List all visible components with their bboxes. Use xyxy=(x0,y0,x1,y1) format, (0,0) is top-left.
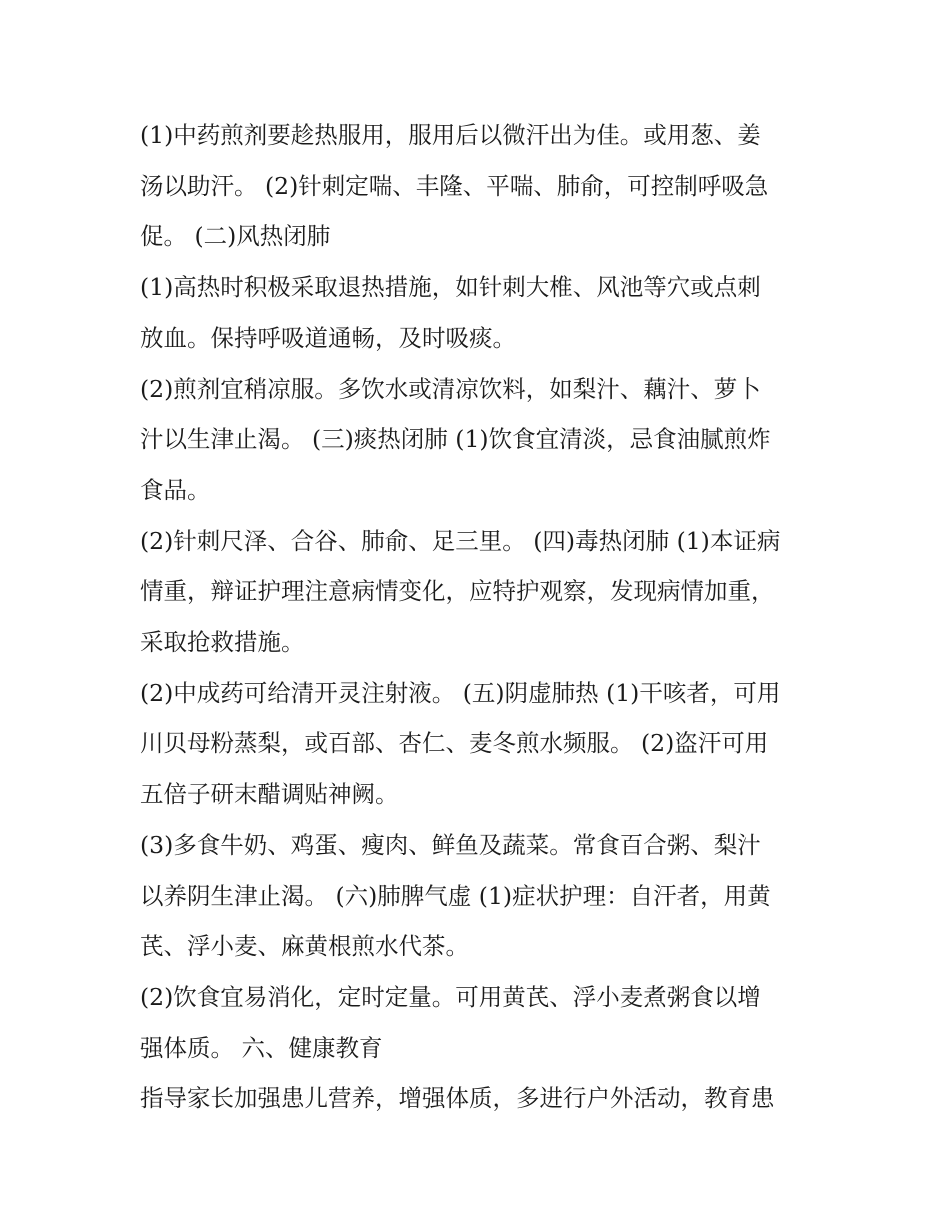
paragraph-5 xyxy=(140,668,820,820)
text-line: (2)中成药可给清开灵注射液。 (五)阴虚肺热 (1)干咳者，可用 xyxy=(140,678,781,707)
document-body xyxy=(140,110,820,1124)
paragraph-6 xyxy=(140,820,820,972)
paragraph-8 xyxy=(140,1073,820,1124)
text-line: (1)中药煎剂要趁热服用，服用后以微汗出为佳。或用葱、姜 xyxy=(140,121,761,149)
text-line: 川贝母粉蒸梨，或百部、杏仁、麦冬煎水频服。 (2)盗汗可用 xyxy=(140,729,769,758)
text-line: 汁以生津止渴。 (三)痰热闭肺 (1)饮食宜清淡，忌食油腻煎炸 xyxy=(140,425,771,454)
text-line: (2)针刺尺泽、合谷、肺俞、足三里。 (四)毒热闭肺 (1)本证病 xyxy=(140,526,781,555)
text-line: 五倍子研末醋调贴神阙。 xyxy=(140,780,399,809)
text-line: (1)高热时积极采取退热措施，如针刺大椎、风池等穴或点刺 xyxy=(140,273,761,302)
text-line: 汤以助汗。 (2)针刺定喘、丰隆、平喘、肺俞，可控制呼吸急 xyxy=(140,171,769,200)
text-line: 食品。 xyxy=(140,475,211,504)
text-line: 促。 (二)风热闭肺 xyxy=(140,222,331,251)
text-line: 强体质。 六、健康教育 xyxy=(140,1033,383,1062)
text-line: 放血。保持呼吸道通畅，及时吸痰。 xyxy=(140,323,516,352)
text-line: 指导家长加强患儿营养，增强体质，多进行户外活动，教育患 xyxy=(140,1084,775,1113)
text-line: 采取抢救措施。 xyxy=(140,628,305,657)
text-line: (3)多食牛奶、鸡蛋、瘦肉、鲜鱼及蔬菜。常食百合粥、梨汁 xyxy=(140,830,761,859)
text-line: 情重，辩证护理注意病情变化，应特护观察，发现病情加重， xyxy=(140,577,775,606)
paragraph-7 xyxy=(140,972,820,1073)
paragraph-1 xyxy=(140,110,820,262)
paragraph-3 xyxy=(140,364,820,516)
text-line: 以养阴生津止渴。 (六)肺脾气虚 (1)症状护理：自汗者，用黄 xyxy=(140,881,771,910)
paragraph-4 xyxy=(140,516,820,668)
text-line: (2)煎剂宜稍凉服。多饮水或清凉饮料，如梨汁、藕汁、萝卜 xyxy=(140,374,761,403)
text-line: (2)饮食宜易消化，定时定量。可用黄芪、浮小麦煮粥食以增 xyxy=(140,982,761,1011)
text-line: 芪、浮小麦、麻黄根煎水代茶。 xyxy=(140,932,469,961)
paragraph-2 xyxy=(140,262,820,363)
